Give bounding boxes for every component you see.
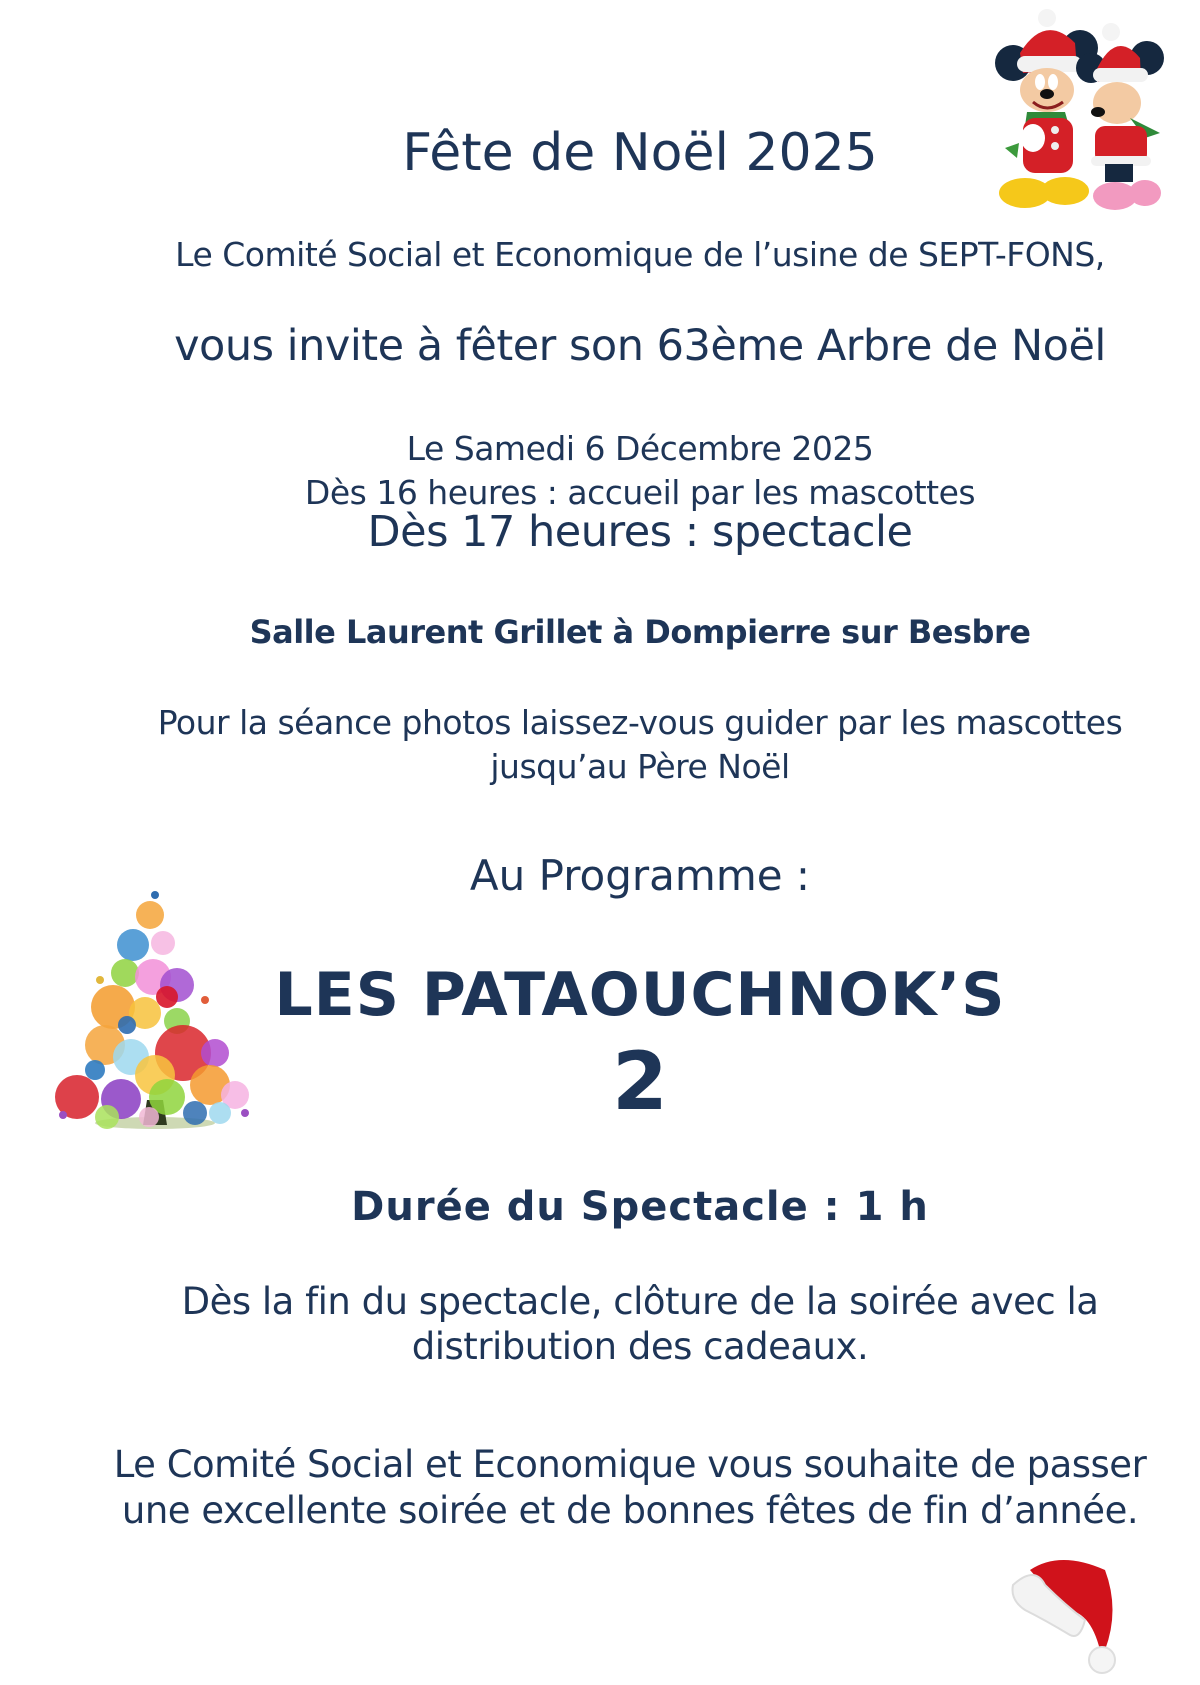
photo-line-1: Pour la séance photos laissez-vous guider par les mascottes xyxy=(157,703,1123,742)
mickey-minnie-illustration xyxy=(995,8,1180,213)
welcome-time-line: Dès 16 heures : accueil par les mascottes xyxy=(304,473,976,512)
photo-line-2: jusqu’au Père Noël xyxy=(490,747,790,786)
organizer-line: Le Comité Social et Economique de l’usine de SEPT-FONS, xyxy=(175,235,1105,274)
page-title: Fête de Noël 2025 xyxy=(402,123,878,183)
wishes-line-1: Le Comité Social et Economique vous souhaite de passer xyxy=(113,1443,1147,1486)
venue-line: Salle Laurent Grillet à Dompierre sur Besbre xyxy=(249,613,1031,651)
santa-hat-illustration xyxy=(1005,1550,1120,1680)
closing-line-2: distribution des cadeaux. xyxy=(411,1325,869,1368)
closing-line-1: Dès la fin du spectacle, clôture de la soirée avec la xyxy=(181,1280,1099,1323)
show-number: 2 xyxy=(612,1035,668,1128)
invite-line: vous invite à fêter son 63ème Arbre de Noël xyxy=(174,321,1106,371)
wishes-line-2: une excellente soirée et de bonnes fêtes de fin d’année. xyxy=(121,1489,1139,1532)
show-title: LES PATAOUCHNOK’S xyxy=(274,960,1006,1030)
program-heading: Au Programme : xyxy=(469,851,811,900)
show-time-line: Dès 17 heures : spectacle xyxy=(367,507,913,557)
duration-line: Durée du Spectacle : 1 h xyxy=(351,1184,929,1230)
date-line: Le Samedi 6 Décembre 2025 xyxy=(406,429,874,468)
